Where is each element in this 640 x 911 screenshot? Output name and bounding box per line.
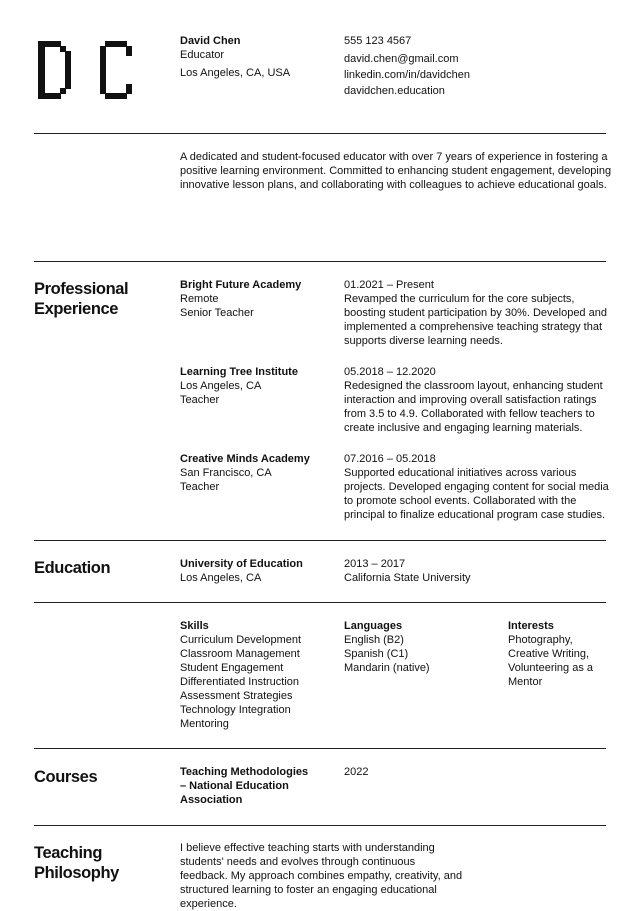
experience-entry-2-right [344, 365, 603, 435]
summary-line: innovative lesson plans, and collaborating with colleagues to achieve educational goals. [180, 179, 607, 191]
job-role: Senior Teacher [180, 307, 254, 319]
language-item: Spanish (C1) [344, 648, 409, 660]
website-link[interactable]: davidchen.education [344, 85, 445, 97]
job-role: Teacher [180, 394, 220, 406]
monogram-logo [38, 41, 132, 99]
job-description-line: implemented a comprehensive teaching strategy that [344, 321, 603, 333]
experience-entry-2-left [180, 365, 298, 407]
employer-location: Los Angeles, CA [180, 380, 262, 392]
philosophy-heading: Teaching Philosophy [34, 844, 119, 882]
job-description-line: interaction and improving overall satisfaction ratings [344, 394, 597, 406]
summary-line: A dedicated and student-focused educator with over 7 years of experience in fostering a [180, 151, 608, 163]
education-heading: Education [34, 559, 111, 577]
job-description-line: projects. Developed engaging content for social media [344, 481, 609, 493]
job-dates: 05.2018 – 12.2020 [344, 366, 436, 378]
divider [34, 602, 606, 603]
employer-name: Creative Minds Academy [180, 453, 310, 465]
institution-name: California State University [344, 572, 471, 584]
education-dates: 2013 – 2017 [344, 558, 406, 570]
interests-column [508, 619, 593, 689]
person-title: Educator [180, 49, 225, 61]
skill-item: Classroom Management [180, 648, 300, 660]
divider [34, 825, 606, 826]
person-location: Los Angeles, CA, USA [180, 67, 291, 79]
interest-item: Mentor [508, 676, 543, 688]
interests-title: Interests [508, 620, 554, 632]
skill-item: Student Engagement [180, 662, 284, 674]
job-description-line: Supported educational initiatives across various [344, 467, 577, 479]
courses-heading: Courses [34, 768, 98, 786]
language-item: Mandarin (native) [344, 662, 430, 674]
employer-name: Learning Tree Institute [180, 366, 298, 378]
languages-title: Languages [344, 620, 403, 632]
contact-block [344, 34, 470, 98]
phone-text: 555 123 4567 [344, 35, 412, 47]
school-location: Los Angeles, CA [180, 572, 262, 584]
job-dates: 07.2016 – 05.2018 [344, 453, 436, 465]
identity-block [180, 34, 290, 80]
interest-item: Volunteering as a [508, 662, 594, 674]
experience-entry-3-right [344, 452, 609, 522]
philosophy-line: structured learning to foster an engaging educational [180, 884, 437, 896]
job-description-line: boosting student participation by 30%. Developed and [344, 307, 607, 319]
email-link[interactable]: david.chen@gmail.com [344, 53, 459, 65]
languages-column [344, 619, 430, 675]
skill-item: Technology Integration [180, 704, 291, 716]
person-name: David Chen [180, 35, 241, 47]
experience-entry-3-left [180, 452, 310, 494]
skill-item: Assessment Strategies [180, 690, 293, 702]
divider [34, 133, 606, 134]
experience-entry-1-right [344, 278, 607, 348]
course-year: 2022 [344, 766, 369, 778]
school-name: University of Education [180, 558, 303, 570]
employer-name: Bright Future Academy [180, 279, 302, 291]
philosophy-text [180, 841, 462, 911]
job-description-line: Revamped the curriculum for the core subjects, [344, 293, 575, 305]
experience-entry-1-left [180, 278, 301, 320]
job-description-line: supports diverse learning needs. [344, 335, 503, 347]
interest-item: Creative Writing, [508, 648, 590, 660]
summary-block [180, 150, 611, 192]
linkedin-link[interactable]: linkedin.com/in/davidchen [344, 69, 470, 81]
job-description-line: create inclusive and engaging learning materials. [344, 422, 583, 434]
job-description-line: from 3.5 to 4.9. Collaborated with fellow teachers to [344, 408, 595, 420]
employer-location: Remote [180, 293, 219, 305]
job-description-line: principal to finalize educational program case studies. [344, 509, 606, 521]
summary-line: positive learning environment. Committed to enhancing student engagement, developing [180, 165, 612, 177]
job-dates: 01.2021 – Present [344, 279, 434, 291]
divider [34, 261, 606, 262]
philosophy-line: experience. [180, 898, 237, 910]
education-right [344, 557, 471, 585]
course-name: Teaching Methodologies – National Education Association [180, 766, 309, 806]
skill-item: Mentoring [180, 718, 229, 730]
philosophy-line: students' needs and evolves through continuous [180, 856, 416, 868]
skill-item: Curriculum Development [180, 634, 302, 646]
education-left [180, 557, 303, 585]
skill-item: Differentiated Instruction [180, 676, 300, 688]
job-description-line: to promote school events. Collaborated with the [344, 495, 577, 507]
skills-title: Skills [180, 620, 209, 632]
philosophy-line: I believe effective teaching starts with understanding [180, 842, 435, 854]
job-role: Teacher [180, 481, 220, 493]
job-description-line: Redesigned the classroom layout, enhancing student [344, 380, 603, 392]
skills-column [180, 619, 301, 731]
experience-heading: Professional Experience [34, 280, 129, 318]
employer-location: San Francisco, CA [180, 467, 272, 479]
philosophy-line: feedback. My approach combines empathy, creativity, and [180, 870, 463, 882]
language-item: English (B2) [344, 634, 404, 646]
divider [34, 540, 606, 541]
divider [34, 748, 606, 749]
interest-item: Photography, [508, 634, 573, 646]
